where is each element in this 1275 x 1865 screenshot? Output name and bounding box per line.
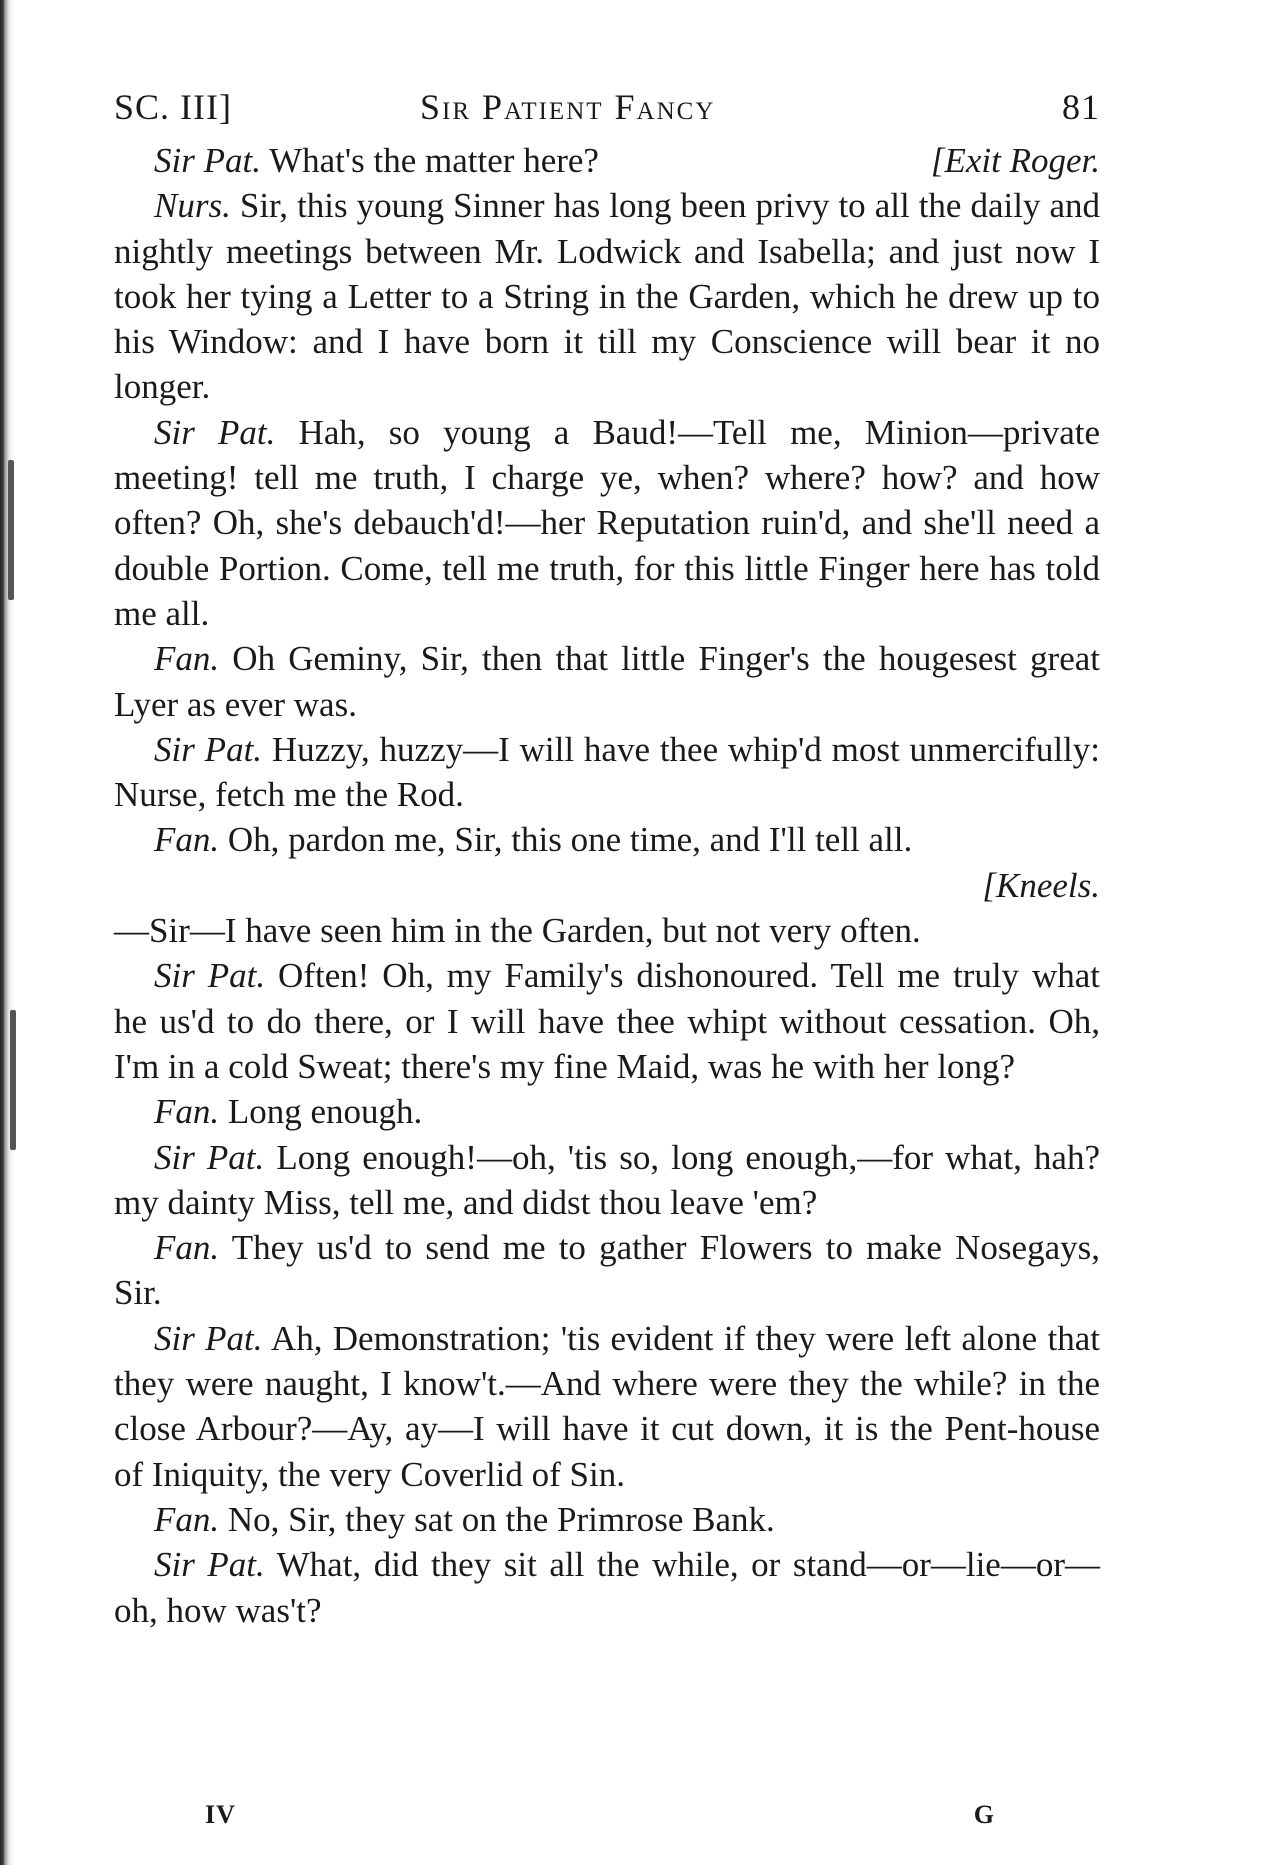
speech-paragraph [114,1135,1100,1226]
speaker-name: Sir Pat. [154,141,261,180]
speech-paragraph [114,636,1100,727]
binding-mark [10,1010,16,1150]
speech-text: Long enough. [219,1092,423,1132]
speech-paragraph [114,1316,1100,1497]
speaker-name: Fan. [154,639,220,679]
speech-text: Huzzy, huzzy—I will have thee whip'd most unmercifully: Nurse, fetch me the Rod. [114,729,1101,815]
running-header [114,86,1100,138]
signature-volume: IV [205,1800,236,1829]
speaker-name: Sir Pat. [154,1318,263,1358]
speaker-name: Sir Pat. [154,1137,265,1177]
book-page [114,86,1100,1633]
speaker-name: Sir Pat. [154,1545,265,1585]
speech-text: —Sir—I have seen him in the Garden, but not very often. [114,911,921,951]
speech-text: Often! Oh, my Family's dishonoured. Tell me truly what he us'd to do there, or I will have thee whipt without cessation. Oh, I'm in a cold Sweat; there's my fine Maid, was he with her long? [114,956,1100,1086]
speech-paragraph [114,1497,1100,1542]
signature-mark: G [973,1800,995,1829]
scene-marker: SC. III] [114,87,232,127]
speaker-name: Fan. [154,1092,220,1132]
speech-paragraph [114,908,1100,953]
speaker-name: Fan. [154,820,220,860]
stage-direction: [Kneels. [982,865,1100,905]
binding-mark [8,460,14,600]
speech-paragraph [114,410,1100,636]
speech-paragraph [114,953,1100,1089]
body-text [114,138,1100,1633]
speech-paragraph [114,817,1100,862]
speech-text: Oh Geminy, Sir, then that little Finger's the hougesest great Lyer as ever was. [114,639,1100,724]
speaker-name: Fan. [154,1499,220,1539]
speaker-name: Nurs. [154,186,231,226]
speech-paragraph [114,727,1100,818]
speech-text: Hah, so young a Baud!—Tell me, Minion—private meeting! tell me truth, I charge ye, when? where? how? and how often? Oh, she's debauch'd!—her Reputation ruin'd, and she'll need a double Portion. Come, tell me truth, for this little Finger here has told me all. [114,412,1100,633]
speaker-name: Sir Pat. [154,729,263,769]
running-title: Sir Patient Fancy [420,87,716,127]
page-number: 81 [1062,87,1100,127]
speech-text: What's the matter here? [260,141,599,180]
speaker-name: Sir Pat. [154,956,266,996]
speech-text: They us'd to send me to gather Flowers to make Nosegays, Sir. [114,1228,1100,1313]
speech-text: What, did they sit all the while, or stand—or—lie—or—oh, how was't? [114,1545,1101,1630]
stage-direction: [Exit Roger. [930,141,1100,180]
speech-text: Ah, Demonstration; 'tis evident if they were left alone that they were naught, I know't.—And where were they the while? in the close Arbour?—Ay, ay—I will have it cut down, it is the Pent-house of Iniquity, the very Coverlid of Sin. [114,1318,1100,1494]
speech-text: Oh, pardon me, Sir, this one time, and I'll tell all. [219,820,913,860]
speech-paragraph [114,1089,1100,1134]
speaker-name: Fan. [154,1228,220,1268]
speech-paragraph [114,183,1100,409]
speaker-name: Sir Pat. [154,412,276,452]
binding-edge [0,0,34,1865]
speech-text: No, Sir, they sat on the Primrose Bank. [219,1499,775,1539]
speech-paragraph [114,138,1100,183]
speech-text: Long enough!—oh, 'tis so, long enough,—for what, hah? my dainty Miss, tell me, and didst thou leave 'em? [114,1137,1100,1222]
speech-paragraph [114,1542,1100,1633]
speech-paragraph [114,1225,1100,1316]
speech-text: Sir, this young Sinner has long been privy to all the daily and nightly meetings between Mr. Lodwick and Isabella; and just now I took her tying a Letter to a String in the Garden, which he drew up to his Window: and I have born it till my Conscience will bear it no longer. [114,186,1100,407]
